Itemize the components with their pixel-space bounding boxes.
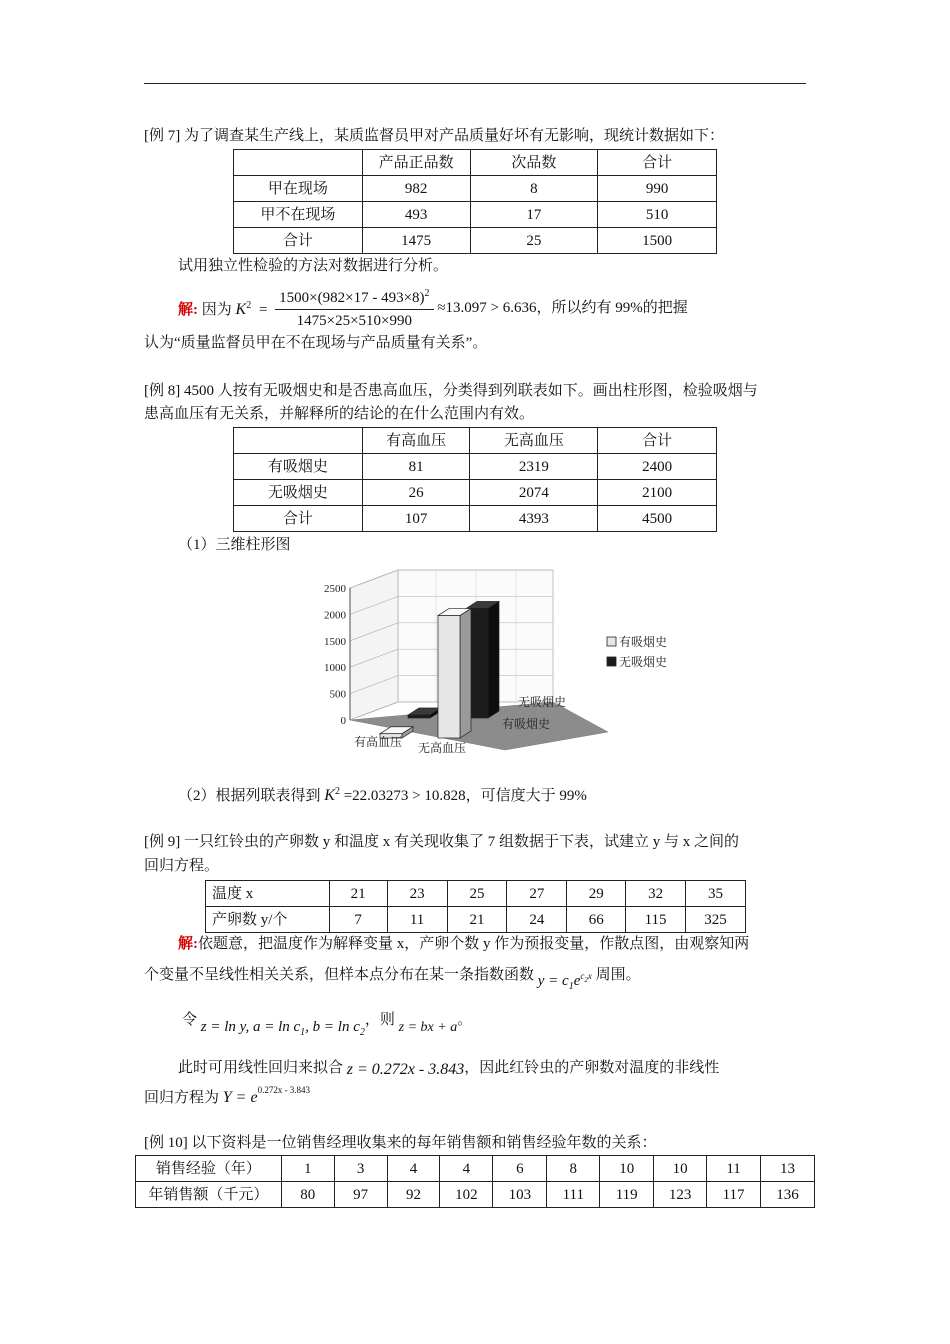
y-tick-label: 500 <box>329 688 346 701</box>
y-tick-label: 2500 <box>324 583 346 595</box>
category-label: 有高血压 <box>354 735 403 749</box>
table-cell: 990 <box>598 176 717 202</box>
table-cell: 26 <box>362 480 470 506</box>
k2-fraction <box>275 284 433 331</box>
table-cell: 136 <box>761 1182 815 1208</box>
sub2-conclusion: ，可信度大于 99% <box>465 788 587 804</box>
table-cell: 982 <box>362 176 470 202</box>
table-row <box>234 176 717 202</box>
table-cell: 25 <box>447 881 507 907</box>
solution-text: 个变量不呈线性相关关系，但样本点分布在某一条指数函数 <box>144 967 535 983</box>
bar-side <box>488 601 499 718</box>
3d-column-chart <box>310 556 690 761</box>
table-cell: 10 <box>654 1156 707 1182</box>
solution-text-end: 周围。 <box>595 967 641 983</box>
table-row <box>234 202 717 228</box>
table-row <box>206 907 746 933</box>
ex8-sub1: （1）三维柱形图 <box>178 537 291 553</box>
solution-text: 因为 <box>201 301 232 318</box>
legend-swatch <box>607 637 616 646</box>
table-cell: 80 <box>281 1182 334 1208</box>
fit-formula: z = 0.272x - 3.843 <box>346 1061 465 1078</box>
table-cell: 合计 <box>234 228 363 254</box>
table-cell: 产品正品数 <box>362 150 470 176</box>
table-cell: 1 <box>281 1156 334 1182</box>
solution-label: 解: <box>178 301 198 318</box>
then-text: ，则 <box>364 1012 395 1028</box>
table-cell: 4 <box>440 1156 493 1182</box>
let-text: 令 <box>182 1012 198 1028</box>
table-cell: 有高血压 <box>362 428 470 454</box>
table-row <box>136 1156 815 1182</box>
table-cell: 11 <box>707 1156 761 1182</box>
approx-value: ≈13.097 > 6.636 <box>437 299 537 316</box>
ex10-heading: [例 10] 以下资料是一位销售经理收集来的每年销售额和销售经验年数的关系： <box>144 1135 657 1151</box>
table-cell: 21 <box>447 907 507 933</box>
table-cell: 103 <box>493 1182 547 1208</box>
table-cell <box>234 150 363 176</box>
y-tick-label: 0 <box>340 715 346 727</box>
ex9-table <box>205 880 746 933</box>
table-cell: 32 <box>626 881 686 907</box>
ex7-conclusion-line2: 认为“质量监督员甲在不在现场与产品质量有关系”。 <box>144 335 488 351</box>
regression-exponent: 0.272x - 3.843 <box>257 1085 311 1095</box>
table-cell: 年销售额（千元） <box>136 1182 282 1208</box>
fit-text-2: ，因此红铃虫的产卵数对温度的非线性 <box>464 1060 720 1076</box>
equals-sign: = <box>258 301 268 318</box>
table-cell: 27 <box>507 881 567 907</box>
fraction-numerator: 1500×(982×17 - 493×8) <box>279 290 425 306</box>
legend-swatch <box>607 657 616 666</box>
table-cell: 2319 <box>470 454 598 480</box>
ex7-prompt: 试用独立性检验的方法对数据进行分析。 <box>178 258 449 274</box>
solution-conclusion: ，所以约有 99%的把握 <box>536 299 688 316</box>
table-cell: 92 <box>387 1182 440 1208</box>
header-rule <box>144 83 806 84</box>
table-cell: 无高血压 <box>470 428 598 454</box>
table-row <box>234 480 717 506</box>
table-cell: 3 <box>334 1156 387 1182</box>
sub2-text: （2）根据列联表得到 <box>178 788 321 804</box>
k-exponent: 2 <box>246 299 252 311</box>
table-cell: 24 <box>507 907 567 933</box>
k-exponent: 2 <box>334 786 340 797</box>
table-cell: 6 <box>493 1156 547 1182</box>
table-cell: 4 <box>387 1156 440 1182</box>
table-cell: 有吸烟史 <box>234 454 363 480</box>
regression-base: Y = e <box>222 1089 258 1106</box>
y-tick-label: 1500 <box>324 635 346 648</box>
chart-side-wall <box>350 570 398 720</box>
category-label: 无高血压 <box>418 741 467 755</box>
table-cell: 产卵数 y/个 <box>206 907 330 933</box>
table-cell: 111 <box>547 1182 600 1208</box>
bar-side <box>460 609 471 738</box>
table-cell: 25 <box>470 228 598 254</box>
table-cell: 102 <box>440 1182 493 1208</box>
table-cell <box>234 428 363 454</box>
ex9-heading-line1: [例 9] 一只红铃虫的产卵数 y 和温度 x 有关现收集了 7 组数据于下表，试建立 y 与 x 之间的 <box>144 834 739 850</box>
table-cell: 2074 <box>470 480 598 506</box>
table-cell: 合计 <box>598 150 717 176</box>
table-cell: 温度 x <box>206 881 330 907</box>
table-cell: 66 <box>567 907 626 933</box>
table-cell: 2100 <box>598 480 717 506</box>
exponential-function: $y = c_1e^{c_2x}$ <box>537 971 592 992</box>
table-row <box>234 428 717 454</box>
depth-label: 无吸烟史 <box>518 695 567 709</box>
table-cell: 4393 <box>470 506 598 532</box>
ex9-heading-line2: 回归方程。 <box>144 858 220 874</box>
table-cell: 8 <box>547 1156 600 1182</box>
k-symbol: K <box>324 787 335 804</box>
table-cell: 13 <box>761 1156 815 1182</box>
k-symbol: K <box>235 300 247 318</box>
legend-label: 无吸烟史 <box>619 655 668 669</box>
bar-front <box>438 616 460 738</box>
table-row <box>234 150 717 176</box>
table-cell: 325 <box>686 907 746 933</box>
table-cell: 1500 <box>598 228 717 254</box>
table-cell: 销售经验（年） <box>136 1156 282 1182</box>
table-cell: 23 <box>387 881 447 907</box>
solution-text: 依题意，把温度作为解释变量 x，产卵个数 y 作为预报变量，作散点图，由观察知两 <box>198 936 750 952</box>
table-cell: 合计 <box>598 428 717 454</box>
table-cell: 8 <box>470 176 598 202</box>
ex9-substitution <box>182 1010 472 1036</box>
table-cell: 29 <box>567 881 626 907</box>
table-row <box>234 506 717 532</box>
table-cell: 115 <box>626 907 686 933</box>
linear-formula: z = bx + a <box>398 1020 458 1035</box>
table-cell: 10 <box>600 1156 654 1182</box>
numerator-exponent: 2 <box>424 288 430 299</box>
table-cell: 21 <box>329 881 387 907</box>
fit-text: 此时可用线性回归来拟合 <box>178 1060 344 1076</box>
bar-front <box>408 715 430 718</box>
depth-label: 有吸烟史 <box>502 717 551 731</box>
table-cell: 119 <box>600 1182 654 1208</box>
table-row <box>234 454 717 480</box>
table-row <box>136 1182 815 1208</box>
table-cell: 17 <box>470 202 598 228</box>
ex9-fit-line <box>178 1058 719 1078</box>
ex7-table <box>233 149 717 254</box>
table-cell: 无吸烟史 <box>234 480 363 506</box>
ex8-table <box>233 427 717 532</box>
table-cell: 35 <box>686 881 746 907</box>
ex9-regression-line <box>144 1083 310 1108</box>
table-cell: 合计 <box>234 506 363 532</box>
substitution-formula: z = ln y, $a = \ln c_1$, $b = \ln c_2$ <box>200 1019 365 1038</box>
k2-value: =22.03273 > 10.828 <box>343 788 466 804</box>
solution-label: 解: <box>178 936 198 952</box>
table-cell: 107 <box>362 506 470 532</box>
table-cell: 97 <box>334 1182 387 1208</box>
table-cell: 次品数 <box>470 150 598 176</box>
fraction-denominator: 1475×25×510×990 <box>296 313 413 329</box>
ex7-solution <box>178 284 688 328</box>
ex9-solution-line2 <box>144 960 641 991</box>
table-row <box>206 881 746 907</box>
ex8-heading-line2: 患高血压有无关系，并解释所的结论的在什么范围内有效。 <box>144 406 535 422</box>
legend-label: 有吸烟史 <box>619 635 668 649</box>
table-cell: 甲在现场 <box>234 176 363 202</box>
table-row <box>234 228 717 254</box>
y-tick-label: 1000 <box>324 662 346 675</box>
y-tick-label: 2000 <box>324 609 346 622</box>
ex9-solution-line1 <box>178 934 749 954</box>
regression-text: 回归方程为 <box>144 1090 220 1106</box>
ex7-heading: [例 7] 为了调查某生产线上，某质监督员甲对产品质量好坏有无影响，现统计数据如下： <box>144 128 724 144</box>
period: 。 <box>457 1012 473 1028</box>
table-cell: 7 <box>329 907 387 933</box>
table-cell: 117 <box>707 1182 761 1208</box>
table-cell: 1475 <box>362 228 470 254</box>
table-cell: 510 <box>598 202 717 228</box>
ex8-heading-line1: [例 8] 4500 人按有无吸烟史和是否患高血压，分类得到列联表如下。画出柱形图，检验吸烟与 <box>144 383 758 399</box>
ex8-sub2 <box>178 782 587 806</box>
table-cell: 11 <box>387 907 447 933</box>
table-cell: 123 <box>654 1182 707 1208</box>
bar <box>438 609 471 738</box>
table-cell: 81 <box>362 454 470 480</box>
table-cell: 甲不在现场 <box>234 202 363 228</box>
table-cell: 493 <box>362 202 470 228</box>
table-cell: 4500 <box>598 506 717 532</box>
ex10-table <box>135 1155 815 1208</box>
table-cell: 2400 <box>598 454 717 480</box>
